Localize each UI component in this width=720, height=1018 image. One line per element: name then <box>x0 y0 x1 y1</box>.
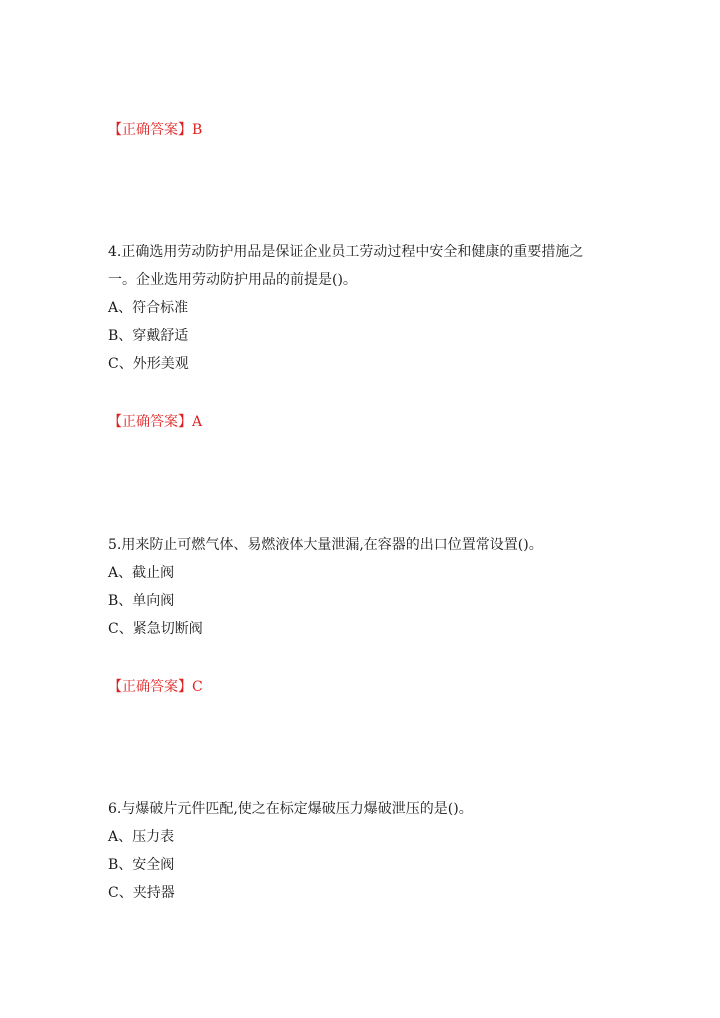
answer-q5 <box>108 678 203 696</box>
answer-label: 【正确答案】 <box>108 414 192 430</box>
answer-value: C <box>192 679 203 695</box>
question-6-option-c: C、夹持器 <box>108 885 175 901</box>
question-6-text-line1: 6.与爆破片元件匹配,使之在标定爆破压力爆破泄压的是()。 <box>108 801 473 817</box>
question-4-option-c: C、外形美观 <box>108 356 189 372</box>
answer-label: 【正确答案】 <box>108 122 192 138</box>
question-4-text-line1: 4.正确选用劳动防护用品是保证企业员工劳动过程中安全和健康的重要措施之 <box>108 244 584 260</box>
question-5-option-c: C、紧急切断阀 <box>108 621 203 637</box>
answer-label: 【正确答案】 <box>108 679 192 695</box>
answer-q3 <box>108 121 202 139</box>
question-4-text-line2: 一。企业选用劳动防护用品的前提是()。 <box>108 272 357 288</box>
question-5-option-a: A、截止阀 <box>108 565 175 581</box>
question-5-text-line1: 5.用来防止可燃气体、易燃液体大量泄漏,在容器的出口位置常设置()。 <box>108 537 543 553</box>
answer-q4 <box>108 413 202 431</box>
question-4-option-b: B、穿戴舒适 <box>108 328 189 344</box>
question-5-option-b: B、单向阀 <box>108 593 175 609</box>
question-4-option-a: A、符合标准 <box>108 300 189 316</box>
answer-value: B <box>192 122 203 138</box>
question-6-option-a: A、压力表 <box>108 829 175 845</box>
question-6-option-b: B、安全阀 <box>108 857 175 873</box>
answer-value: A <box>192 414 203 430</box>
